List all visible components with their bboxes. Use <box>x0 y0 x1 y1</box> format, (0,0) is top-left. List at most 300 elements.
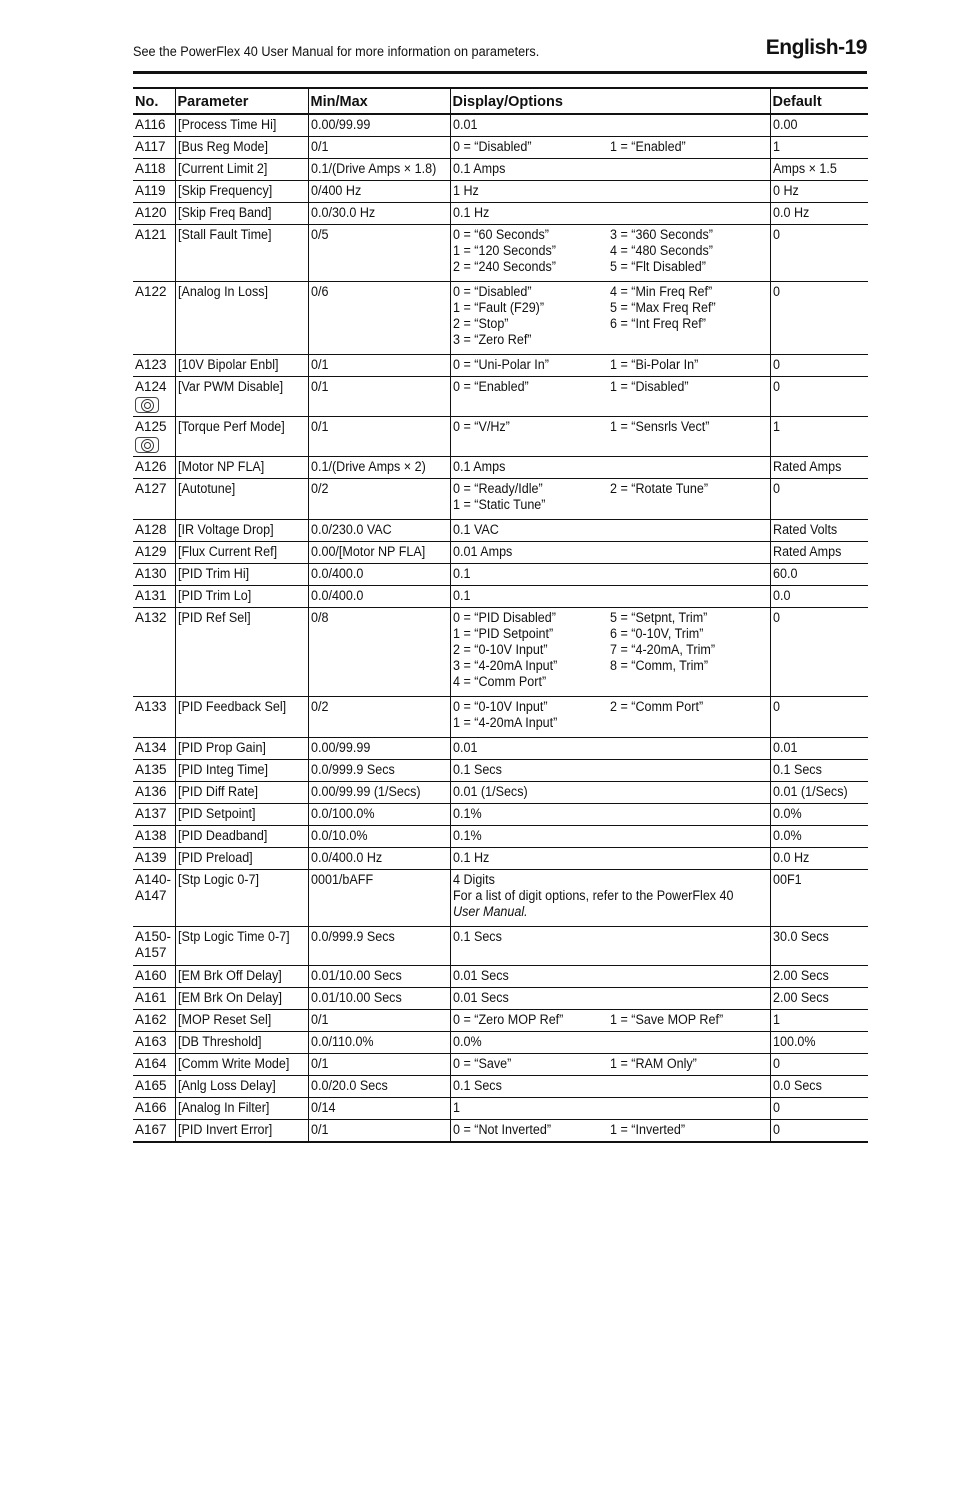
cell-default <box>770 225 868 282</box>
table-row <box>133 355 868 377</box>
param-number: A121 <box>135 227 167 242</box>
option-value: 0 = “Disabled” <box>452 284 532 299</box>
param-name: [PID Prop Gain] <box>177 740 266 755</box>
option-columns <box>453 762 768 778</box>
cell-display-options <box>450 457 770 479</box>
option-column <box>610 566 768 582</box>
cell-default <box>770 586 868 608</box>
option-column <box>453 990 611 1006</box>
option-value: 0 = “V/Hz” <box>452 419 510 434</box>
option-value: 0.1 Hz <box>452 850 489 865</box>
param-name: [Process Time Hi] <box>177 117 276 132</box>
table-body <box>133 114 868 1142</box>
param-minmax: 0/2 <box>310 481 328 496</box>
cell-no <box>133 159 175 181</box>
column-header-minmax: Min/Max <box>308 88 450 114</box>
cell-parameter <box>175 520 308 542</box>
option-column <box>610 699 768 731</box>
option-value: 0.1% <box>452 828 482 843</box>
table-row <box>133 282 868 355</box>
option-value: 5 = “Flt Disabled” <box>610 259 706 274</box>
param-number: A132 <box>135 610 167 625</box>
table-row <box>133 988 868 1010</box>
option-value: 0.01 <box>452 117 477 132</box>
cell-minmax <box>308 1120 450 1143</box>
option-column <box>453 522 611 538</box>
cell-minmax <box>308 225 450 282</box>
table-row <box>133 1032 868 1054</box>
column-header-no: No. <box>133 88 175 114</box>
cell-display-options <box>450 1010 770 1032</box>
table-row <box>133 225 868 282</box>
option-column <box>453 784 611 800</box>
cell-parameter <box>175 282 308 355</box>
param-default: 1 <box>772 1012 780 1027</box>
cell-minmax <box>308 542 450 564</box>
param-name: [IR Voltage Drop] <box>177 522 274 537</box>
option-value: 1 = “Enabled” <box>610 139 686 154</box>
cell-minmax <box>308 564 450 586</box>
option-value: 0 = “Ready/Idle” <box>452 481 543 496</box>
option-value: 1 <box>452 1100 460 1115</box>
option-column <box>453 205 611 221</box>
param-minmax: 0.0/110.0% <box>310 1034 374 1049</box>
cell-no <box>133 355 175 377</box>
option-value: 1 Hz <box>452 183 479 198</box>
table-row <box>133 1010 868 1032</box>
param-default: 0.00 <box>772 117 797 132</box>
cell-minmax <box>308 608 450 697</box>
param-default: 100.0% <box>772 1034 816 1049</box>
param-minmax: 0/5 <box>310 227 328 242</box>
header-note: See the PowerFlex 40 User Manual for more information on parameters. <box>133 44 540 59</box>
option-value: 0.1 Secs <box>452 929 502 944</box>
cell-parameter <box>175 203 308 225</box>
cell-no <box>133 282 175 355</box>
cell-no <box>133 564 175 586</box>
cell-display-options <box>450 988 770 1010</box>
option-value: 5 = “Setpnt, Trim” <box>610 610 708 625</box>
option-columns <box>453 205 768 221</box>
cell-no <box>133 738 175 760</box>
param-number: A126 <box>135 459 167 474</box>
option-value: 6 = “Int Freq Ref” <box>610 316 706 331</box>
option-columns <box>453 1012 768 1028</box>
option-column <box>610 139 768 155</box>
table-row <box>133 804 868 826</box>
param-minmax: 0/14 <box>310 1100 335 1115</box>
cell-minmax <box>308 479 450 520</box>
cell-parameter <box>175 114 308 137</box>
param-minmax: 0.1/(Drive Amps × 2) <box>310 459 426 474</box>
option-value: 0.01 Amps <box>452 544 512 559</box>
cell-default <box>770 564 868 586</box>
option-column <box>453 117 611 133</box>
cell-parameter <box>175 848 308 870</box>
param-minmax: 0.0/10.0% <box>310 828 368 843</box>
param-number: A118 <box>135 161 166 176</box>
param-minmax: 0001/bAFF <box>310 872 373 887</box>
cell-parameter <box>175 542 308 564</box>
cell-minmax <box>308 586 450 608</box>
option-value: 0.01 Secs <box>452 990 509 1005</box>
param-default: 0.1 Secs <box>772 762 822 777</box>
param-minmax: 0/2 <box>310 699 328 714</box>
option-columns <box>453 828 768 844</box>
option-columns <box>453 588 768 604</box>
option-column <box>453 1078 611 1094</box>
column-header-display-options: Display/Options <box>450 88 770 114</box>
cell-display-options <box>450 738 770 760</box>
option-columns <box>453 419 768 435</box>
cell-display-options <box>450 1098 770 1120</box>
param-minmax: 0.0/999.9 Secs <box>310 762 395 777</box>
option-value: 1 = “RAM Only” <box>610 1056 697 1071</box>
option-columns <box>453 610 768 690</box>
cell-minmax <box>308 1098 450 1120</box>
cell-default <box>770 282 868 355</box>
param-default: 60.0 <box>772 566 797 581</box>
cell-no <box>133 377 175 417</box>
cell-default <box>770 738 868 760</box>
option-columns <box>453 183 768 199</box>
param-default: 1 <box>772 419 780 434</box>
cell-display-options <box>450 479 770 520</box>
cell-display-options <box>450 377 770 417</box>
option-column <box>610 1012 768 1028</box>
table-row <box>133 137 868 159</box>
cell-parameter <box>175 760 308 782</box>
option-column <box>453 419 611 435</box>
option-column <box>610 806 768 822</box>
option-value: 1 = “120 Seconds” <box>452 243 556 258</box>
cell-minmax <box>308 355 450 377</box>
param-default: 0.01 <box>772 740 797 755</box>
option-column <box>453 929 611 945</box>
cell-minmax <box>308 520 450 542</box>
table-row <box>133 457 868 479</box>
option-value: 0.1 Secs <box>452 762 502 777</box>
cell-display-options <box>450 870 770 927</box>
param-number: A122 <box>135 284 167 299</box>
option-column <box>610 284 768 348</box>
table-row <box>133 1054 868 1076</box>
param-number: A116 <box>135 117 166 132</box>
cell-default <box>770 203 868 225</box>
option-value: 0.1 Amps <box>452 459 505 474</box>
cell-display-options <box>450 927 770 966</box>
option-value: 0.01 (1/Secs) <box>452 784 528 799</box>
table-row <box>133 782 868 804</box>
param-number: A163 <box>135 1034 167 1049</box>
cell-display-options <box>450 1120 770 1143</box>
cell-parameter <box>175 564 308 586</box>
param-default: 0 <box>772 1056 780 1071</box>
cell-display-options <box>450 782 770 804</box>
param-number: A119 <box>135 183 166 198</box>
option-value: 0 = “Not Inverted” <box>452 1122 551 1137</box>
option-column <box>610 850 768 866</box>
cell-no <box>133 542 175 564</box>
option-column <box>453 357 611 373</box>
param-name: [PID Integ Time] <box>177 762 268 777</box>
option-column <box>610 1100 768 1116</box>
cell-display-options <box>450 1054 770 1076</box>
option-value: 1 = “Disabled” <box>610 379 689 394</box>
cell-no <box>133 782 175 804</box>
option-value: 3 = “4-20mA Input” <box>452 658 557 673</box>
cell-display-options <box>450 1032 770 1054</box>
option-column <box>610 828 768 844</box>
table-row <box>133 377 868 417</box>
param-name: [Autotune] <box>177 481 235 496</box>
param-minmax: 0/1 <box>310 1122 328 1137</box>
cell-no <box>133 1010 175 1032</box>
param-minmax: 0.0/230.0 VAC <box>310 522 392 537</box>
cell-minmax <box>308 697 450 738</box>
param-default: 00F1 <box>772 872 802 887</box>
cell-minmax <box>308 417 450 457</box>
table-row <box>133 1120 868 1143</box>
param-default: 0.01 (1/Secs) <box>772 784 848 799</box>
cell-display-options <box>450 564 770 586</box>
option-value: 4 Digits <box>452 872 495 887</box>
cell-parameter <box>175 804 308 826</box>
cell-minmax <box>308 1076 450 1098</box>
param-number: A135 <box>135 762 167 777</box>
cell-no <box>133 1054 175 1076</box>
cell-parameter <box>175 586 308 608</box>
cell-minmax <box>308 114 450 137</box>
cell-display-options <box>450 966 770 988</box>
option-value: 1 = “4-20mA Input” <box>452 715 557 730</box>
cell-parameter <box>175 966 308 988</box>
param-default: Rated Volts <box>772 522 837 537</box>
cell-default <box>770 114 868 137</box>
stop-drive-icon <box>135 437 159 453</box>
table-row <box>133 826 868 848</box>
cell-parameter <box>175 608 308 697</box>
param-name: [Current Limit 2] <box>177 161 267 176</box>
option-column <box>453 1012 611 1028</box>
option-value: 2 = “Comm Port” <box>610 699 704 714</box>
param-default: 0.0% <box>772 806 802 821</box>
cell-minmax <box>308 804 450 826</box>
cell-minmax <box>308 927 450 966</box>
param-minmax: 0/1 <box>310 1012 328 1027</box>
param-minmax: 0/1 <box>310 1056 328 1071</box>
cell-default <box>770 826 868 848</box>
cell-no <box>133 804 175 826</box>
option-column <box>610 1122 768 1138</box>
cell-minmax <box>308 966 450 988</box>
option-column <box>610 227 768 275</box>
param-number: A120 <box>135 205 167 220</box>
cell-default <box>770 542 868 564</box>
param-name: [MOP Reset Sel] <box>177 1012 271 1027</box>
option-value: 4 = “Comm Port” <box>452 674 546 689</box>
param-number: A123 <box>135 357 167 372</box>
cell-default <box>770 1054 868 1076</box>
cell-minmax <box>308 870 450 927</box>
cell-parameter <box>175 782 308 804</box>
option-column <box>453 968 611 984</box>
option-column <box>453 850 611 866</box>
param-number: A131 <box>135 588 167 603</box>
option-column <box>610 1078 768 1094</box>
cell-minmax <box>308 848 450 870</box>
param-minmax: 0.00/99.99 <box>310 117 370 132</box>
option-column <box>610 762 768 778</box>
option-value: 8 = “Comm, Trim” <box>610 658 709 673</box>
table-row <box>133 181 868 203</box>
cell-no <box>133 1120 175 1143</box>
cell-no <box>133 1098 175 1120</box>
param-minmax: 0/6 <box>310 284 328 299</box>
cell-no <box>133 988 175 1010</box>
table-row <box>133 870 868 927</box>
option-value: 0.0% <box>452 1034 482 1049</box>
param-minmax: 0/400 Hz <box>310 183 361 198</box>
option-value: 0.1 Secs <box>452 1078 502 1093</box>
cell-no <box>133 457 175 479</box>
cell-parameter <box>175 225 308 282</box>
param-name: [Analog In Loss] <box>177 284 268 299</box>
option-column <box>453 544 611 560</box>
cell-no <box>133 826 175 848</box>
option-columns <box>453 740 768 756</box>
param-name: [DB Threshold] <box>177 1034 262 1049</box>
option-value: 0 = “Uni-Polar In” <box>452 357 549 372</box>
cell-display-options <box>450 225 770 282</box>
option-column <box>453 762 611 778</box>
cell-default <box>770 1076 868 1098</box>
table-row <box>133 564 868 586</box>
param-number: A140- A147 <box>135 872 172 903</box>
option-value: 5 = “Max Freq Ref” <box>610 300 716 315</box>
option-column <box>453 459 611 475</box>
option-column <box>453 161 611 177</box>
option-value: 1 = “Inverted” <box>610 1122 686 1137</box>
cell-default <box>770 760 868 782</box>
option-value: 0.01 <box>452 740 477 755</box>
table-row <box>133 966 868 988</box>
param-number: A137 <box>135 806 167 821</box>
cell-display-options <box>450 520 770 542</box>
cell-default <box>770 608 868 697</box>
param-number: A139 <box>135 850 167 865</box>
option-column <box>610 990 768 1006</box>
param-number: A165 <box>135 1078 167 1093</box>
option-value: 6 = “0-10V, Trim” <box>610 626 704 641</box>
cell-display-options <box>450 542 770 564</box>
option-value: 0.1 Hz <box>452 205 489 220</box>
cell-parameter <box>175 417 308 457</box>
option-value: 0.1 <box>452 588 470 603</box>
param-default: 0.0 Secs <box>772 1078 822 1093</box>
param-minmax: 0.0/100.0% <box>310 806 375 821</box>
cell-parameter <box>175 1120 308 1143</box>
cell-default <box>770 159 868 181</box>
param-minmax: 0/8 <box>310 610 328 625</box>
param-number: A127 <box>135 481 167 496</box>
option-column <box>453 379 611 395</box>
option-value: 0 = “0-10V Input” <box>452 699 548 714</box>
table-row <box>133 608 868 697</box>
option-columns <box>453 139 768 155</box>
param-name: [PID Feedback Sel] <box>177 699 286 714</box>
option-columns <box>453 379 768 395</box>
cell-display-options <box>450 848 770 870</box>
param-name: [PID Trim Hi] <box>177 566 249 581</box>
cell-parameter <box>175 137 308 159</box>
param-name: [PID Setpoint] <box>177 806 255 821</box>
option-value: 2 = “Stop” <box>452 316 508 331</box>
option-columns <box>453 1078 768 1094</box>
option-value: 0 = “PID Disabled” <box>452 610 556 625</box>
option-columns <box>453 522 768 538</box>
cell-display-options <box>450 417 770 457</box>
param-number: A130 <box>135 566 167 581</box>
param-minmax: 0.0/400.0 <box>310 588 363 603</box>
option-columns <box>453 161 768 177</box>
option-columns <box>453 459 768 475</box>
cell-no <box>133 870 175 927</box>
param-default: Rated Amps <box>772 544 841 559</box>
param-minmax: 0.1/(Drive Amps × 1.8) <box>310 161 436 176</box>
column-header-parameter: Parameter <box>175 88 308 114</box>
param-default: 0 <box>772 227 780 242</box>
option-column <box>453 227 611 275</box>
cell-minmax <box>308 181 450 203</box>
cell-default <box>770 804 868 826</box>
cell-default <box>770 479 868 520</box>
cell-minmax <box>308 377 450 417</box>
param-default: 0.0 Hz <box>772 850 809 865</box>
option-columns <box>453 1034 768 1050</box>
cell-no <box>133 1076 175 1098</box>
param-number: A133 <box>135 699 167 714</box>
cell-minmax <box>308 282 450 355</box>
cell-default <box>770 1098 868 1120</box>
option-value: 3 = “Zero Ref” <box>452 332 531 347</box>
option-column <box>610 1034 768 1050</box>
cell-default <box>770 1032 868 1054</box>
param-default: 0 <box>772 1100 780 1115</box>
cell-default <box>770 966 868 988</box>
option-value: 7 = “4-20mA, Trim” <box>610 642 716 657</box>
param-number: A162 <box>135 1012 167 1027</box>
cell-parameter <box>175 1098 308 1120</box>
cell-no <box>133 760 175 782</box>
cell-default <box>770 870 868 927</box>
cell-no <box>133 1032 175 1054</box>
cell-display-options <box>450 1076 770 1098</box>
option-value: 4 = “Min Freq Ref” <box>610 284 713 299</box>
cell-parameter <box>175 1010 308 1032</box>
cell-display-options <box>450 760 770 782</box>
param-number: A136 <box>135 784 167 799</box>
table-row <box>133 203 868 225</box>
column-header-default: Default <box>770 88 868 114</box>
option-value: 2 = “240 Seconds” <box>452 259 556 274</box>
option-columns <box>453 1122 768 1138</box>
table-row <box>133 738 868 760</box>
option-column <box>453 139 611 155</box>
cell-minmax <box>308 1054 450 1076</box>
cell-parameter <box>175 457 308 479</box>
option-note-manual-ref: User Manual. <box>452 904 528 919</box>
